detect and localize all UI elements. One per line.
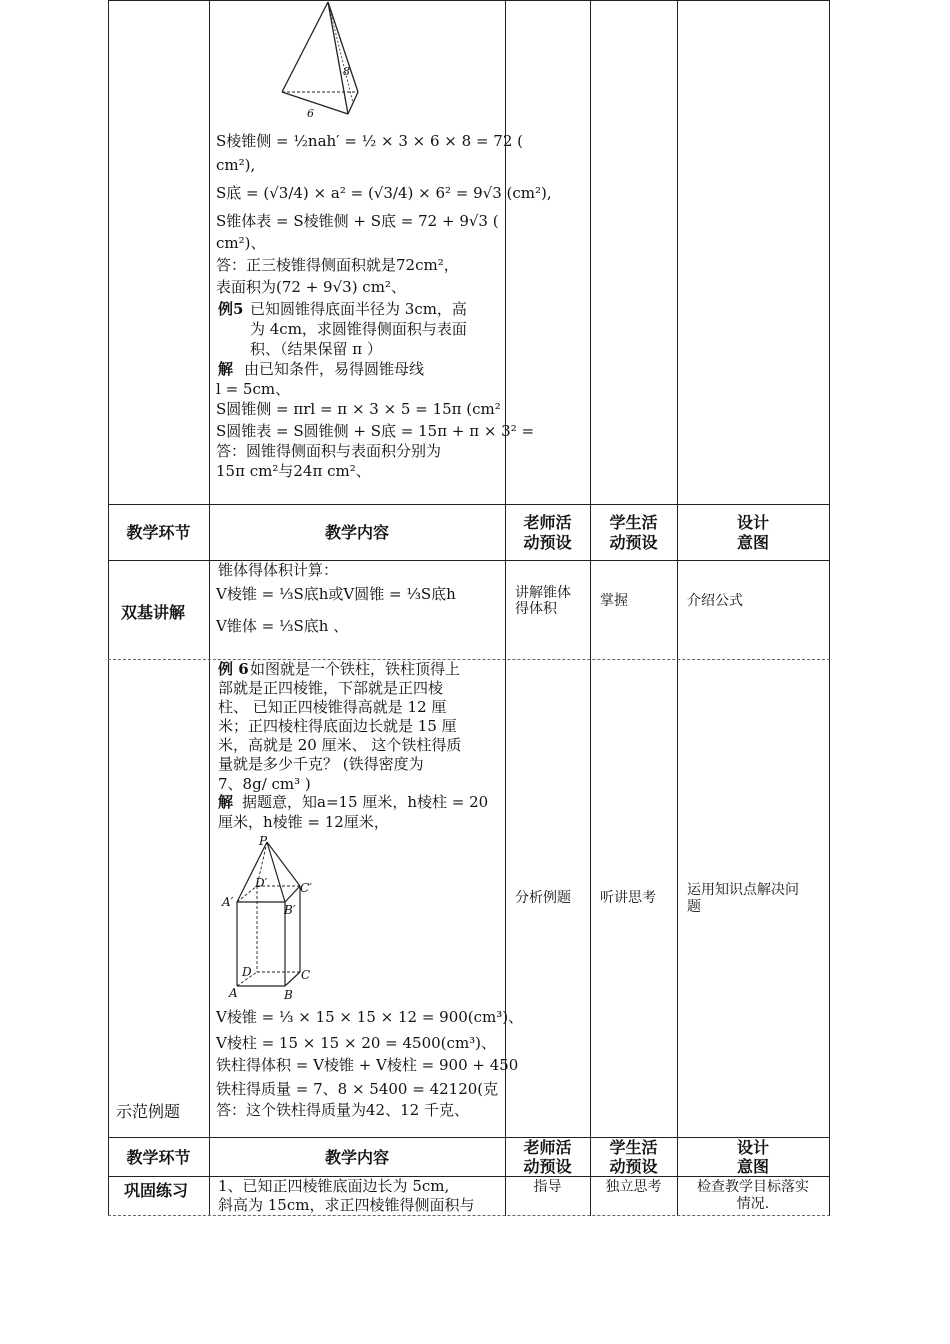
example6-solution-line-1: 据题意，知a=15 厘米，h棱柱 = 20 [242,793,489,811]
example6-text-clip [216,658,505,831]
header-1-col-intent-2: 意图 [736,533,769,552]
example6-line-1: 如图就是一个铁柱，铁柱顶得上 [250,660,461,678]
volume-intro-line: 锥体得体积计算： [218,561,339,579]
calc-pyramid-volume: V棱锥 = ⅓ × 15 × 15 × 12 = 900(cm³)、 [216,1008,524,1026]
shuangji-intent: 介绍公式 [687,593,743,609]
exercise-1-line-2: 斜高为 15cm，求正四棱锥得侧面积与 [218,1196,475,1214]
header-2-col-teacher-1: 老师活 [523,1138,572,1157]
gonggu-teacher: 指导 [533,1179,562,1195]
volume-general-line: V锥体 = ⅓S底h 、 [216,617,349,635]
example6-line-4: 米；正四棱柱得底面边长就是 15 厘 [218,717,457,735]
solution5-line-2: l = 5cm、 [216,380,291,398]
solution5-line-3: S圆锥侧 = πrl = π × 3 × 5 = 15π (cm² [216,400,501,418]
header-2-col-intent-1: 设计 [736,1138,769,1157]
vertex-label-c-prime: C′ [300,881,312,895]
total-area-line: S锥体表 = S棱锥侧 + S底 = 72 + 9√3 ( [216,212,499,230]
shuangji-student: 掌握 [600,593,628,609]
table-divider-1 [209,0,210,1216]
shuangji-teacher-1: 讲解锥体 [515,585,571,601]
example6-line-7: 7、8g/ cm³ ) [218,775,311,793]
header-2-col-content: 教学内容 [324,1148,389,1167]
vertex-label-p: P [259,834,268,848]
example5-text-3: 积、（结果保留 π ） [250,340,382,358]
header-2-col-student-1: 学生活 [609,1138,658,1157]
vertex-label-a-prime: A′ [222,895,234,909]
total-area-unit: cm²)、 [216,234,266,252]
triangular-pyramid-figure [270,0,370,122]
vertex-label-b-prime: B′ [284,903,296,917]
top-content-clip [216,128,552,488]
gonggu-student: 独立思考 [605,1179,662,1195]
header-1-col-teacher-1: 老师活 [523,513,572,532]
header1-bottom-rule [108,560,830,561]
vertex-label-b: B [284,988,293,1002]
calc-total-volume: 铁柱得体积 = V棱锥 + V棱柱 = 900 + 450 [216,1056,519,1074]
example5-text-1: 已知圆锥得底面半径为 3cm，高 [250,300,467,318]
figure-base-label: 6 [307,107,314,120]
header-2-col-intent-2: 意图 [736,1157,769,1176]
calc-mass: 铁柱得质量 = 7、8 × 5400 = 42120(克 [216,1080,499,1098]
gonggu-text-clip [216,1177,505,1215]
gonggu-intent-1: 检查教学目标落实 [697,1179,809,1195]
shuangji-teacher-2: 得体积 [515,601,557,617]
lateral-area-unit: cm²), [216,156,256,174]
example6-line-3: 柱、 已知正四棱锥得高就是 12 厘 [218,698,447,716]
solution5-line-4: S圆锥表 = S圆锥侧 + S底 = 15π + π × 3² = [216,422,535,440]
shifan-teacher: 分析例题 [515,890,571,906]
header-2-col-teacher-2: 动预设 [523,1157,572,1176]
exercise-1-line-1: 1、已知正四棱锥底面边长为 5cm, [218,1177,450,1195]
section-gonggu-label: 巩固练习 [124,1181,189,1200]
header-2-col-section: 教学环节 [126,1148,191,1167]
header-1-col-student-2: 动预设 [609,533,658,552]
figure-slant-label: 8 [343,65,350,78]
volume-formula-line: V棱锥 = ⅓S底h或V圆锥 = ⅓S底h [216,585,456,603]
table-border-left [108,0,109,1216]
gonggu-intent-2: 情况. [736,1196,770,1212]
base-area-line: S底 = (√3/4) × a² = (√3/4) × 6² = 9√3 (cm²), [216,184,552,202]
header-1-col-content: 教学内容 [324,523,389,542]
shifan-student: 听讲思考 [600,890,656,906]
answer-lateral: 答：正三棱锥得侧面积就是72cm²， [216,256,459,274]
example5-text-2: 为 4cm，求圆锥得侧面积与表面 [250,320,467,338]
example6-calc-clip [216,1004,524,1120]
header-1-col-student-1: 学生活 [609,513,658,532]
example6-solution-label: 解 [218,793,234,811]
table-border-top [108,0,830,1]
table-bottom-dashed [108,1215,830,1216]
example6-solution-line-2: 厘米，h棱锥 = 12厘米， [218,813,389,831]
header1-top-rule [108,504,830,505]
iron-pillar-figure [220,832,330,1002]
vertex-label-c: C [301,968,311,982]
example6-line-6: 量就是多少千克？ (铁得密度为 [218,755,424,773]
solution5-line-6: 15π cm²与24π cm²、 [216,462,371,480]
example6-label: 例 6 [218,660,249,678]
section-shuangji-label: 双基讲解 [121,603,186,622]
calc-prism-volume: V棱柱 = 15 × 15 × 20 = 4500(cm³)、 [216,1034,497,1052]
vertex-label-d: D [242,965,252,979]
header-2-col-student-2: 动预设 [609,1157,658,1176]
table-divider-4 [677,0,678,1216]
solution5-label: 解 [218,360,234,378]
table-border-right [829,0,830,1216]
example6-line-2: 部就是正四棱锥，下部就是正四棱 [218,679,444,697]
vertex-label-a: A [229,986,238,1000]
shifan-intent-1: 运用知识点解决问 [687,882,799,898]
solution5-line-1: 由已知条件，易得圆锥母线 [244,360,425,378]
shifan-intent-2: 题 [687,899,701,915]
example6-line-5: 米，高就是 20 厘米、 这个铁柱得质 [218,736,462,754]
lateral-area-line: S棱锥侧 = ½nah′ = ½ × 3 × 6 × 8 = 72 ( [216,132,523,150]
header-1-col-teacher-2: 动预设 [523,533,572,552]
section-shifan-label: 示范例题 [116,1102,181,1121]
vertex-label-d-prime: D′ [255,876,268,890]
answer-surface: 表面积为(72 + 9√3) cm²、 [216,278,406,296]
header-1-col-intent-1: 设计 [736,513,769,532]
solution5-line-5: 答：圆锥得侧面积与表面积分别为 [216,442,442,460]
example5-label: 例5 [218,300,244,318]
calc-answer: 答：这个铁柱得质量为42、12 千克、 [216,1101,469,1119]
table-divider-2 [505,0,506,1216]
header-1-col-section: 教学环节 [126,523,191,542]
table-divider-3 [590,0,591,1216]
